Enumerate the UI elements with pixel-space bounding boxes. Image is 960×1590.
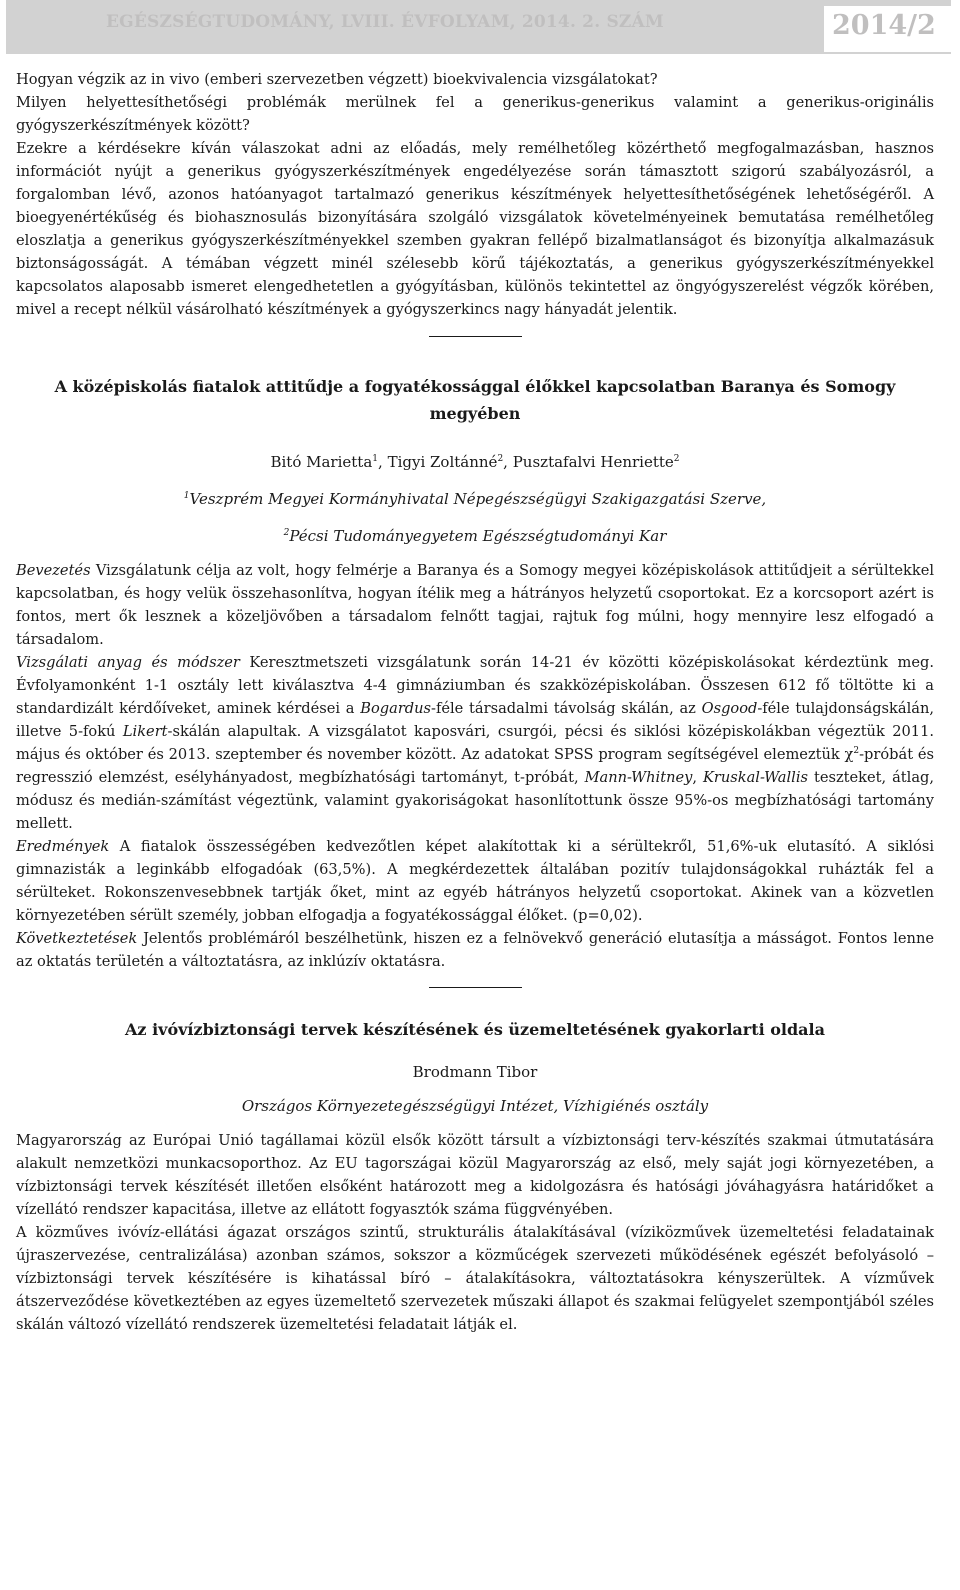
label-methods: Vizsgálati anyag és módszer xyxy=(16,654,240,671)
section-separator xyxy=(429,987,522,988)
author-name: Pusztafalvi Henriette xyxy=(512,453,674,471)
section2-author: Brodmann Tibor xyxy=(412,1063,538,1081)
label-conclusions: Következtetések xyxy=(16,930,138,947)
abstract-introduction xyxy=(16,559,934,651)
section1-affiliation-2 xyxy=(16,525,934,548)
journal-title: EGÉSZSÉGTUDOMÁNY, LVIII. ÉVFOLYAM, 2014. 2. SZÁM xyxy=(106,12,664,32)
term-mann-whitney: Mann-Whitney xyxy=(584,769,693,786)
section2-affiliation: Országos Környezetegészségügyi Intézet, Vízhigiénés osztály xyxy=(241,1097,709,1115)
label-results: Eredmények xyxy=(16,838,110,855)
methods-text: -próbát és regresszió elemzést, esélyhányadost, megbízhatósági tartományt, t-próbát, xyxy=(16,746,934,786)
section1-affiliation-1 xyxy=(16,488,934,511)
affil-text: Pécsi Tudományegyetem Egészségtudományi Kar xyxy=(289,527,667,545)
methods-text: , xyxy=(692,769,703,786)
section2-paragraph-1: Magyarország az Európai Unió tagállamai közül elsők között társult a vízbiztonsági terv-készítés szakmai útmutatására alakult nemzetközi munkacsoporthoz. Az EU tagországai közül Magyarország az első, mely saját jogi környezetében, a vízbiztonsági tervek készítését illetően elsőként határozott meg a kidolgozásra és hatósági jóváhagyásra határidőket a vízellátó rendszer kapacitása, illetve az ellátott fogyasztók száma függvényében. xyxy=(16,1132,934,1218)
section1-title: A középiskolás fiatalok attitűdje a fogyatékossággal élőkkel kapcsolatban Baranya és Somogy megyében xyxy=(54,377,896,423)
affil-mark: 1 xyxy=(183,491,190,501)
affil-mark: 2 xyxy=(283,528,290,538)
intro-paragraph: Ezekre a kérdésekre kíván válaszokat adni az előadás, mely remélhetőleg közérthető megfogalmazásban, hasznos információt nyújt a generikus gyógyszerkészítmények engedélyezése során támasztott szigorú szabályozásról, a forgalomban lévő, azonos hatóanyagot tartalmazó generikus készítmények helyettesíthetőségének lehetőségéről. A bioegyenértékűség és biohasznosulás bizonyítására szolgáló vizsgálatok követelményeinek bemutatása remélhetőleg eloszlatja a generikus gyógyszerkészítményekkel szemben gyakran fellépő bizalmatlanságot és bizonyítja alkalmazásuk biztonságosságát. A témában végzett minél szélesebb körű tájékoztatás, a generikus gyógyszerkészítményekkel kapcsolatos alaposabb ismeret elengedhetetlen a gyógyításban, különös tekintettel az öngyógyszerelést végzők körében, mivel a recept nélkül vásárolható készítmények a gyógyszerkincs nagy hányadát jelentik. xyxy=(16,140,934,318)
author-name: Tigyi Zoltánné xyxy=(387,453,498,471)
term-kruskal-wallis: Kruskal-Wallis xyxy=(702,769,809,786)
results-text: A fiatalok összességében kedvezőtlen képet alakítottak ki a sérültekről, 51,6%-uk elutasító. A siklósi gimnazisták a leginkább elfogadóak (63,5%). A megkérdezettek általában pozitív tulajdonságokkal ruházták fel a sérülteket. Rokonszenvesebbnek tartják őket, mint az egyéb hátrányos helyzetű csoportokat. Akinek van a közvetlen környezetében sérült személy, jobban elfogadja a fogyatékossággal élőket. (p=0,02). xyxy=(16,838,934,924)
abstract-conclusions xyxy=(16,927,934,973)
abstract-methods xyxy=(16,651,934,835)
affil-text: Veszprém Megyei Kormányhivatal Népegészségügyi Szakigazgatási Szerve, xyxy=(189,490,767,508)
chi-square-exponent: 2 xyxy=(853,746,860,757)
author-name: Bitó Marietta xyxy=(270,453,373,471)
section1-authors: Bitó Marietta$^1$, Tigyi Zoltánné$^2$, Pusztafalvi Henriette$^2$ xyxy=(270,453,680,471)
term-likert: Likert xyxy=(122,723,168,740)
abstract-results xyxy=(16,835,934,927)
author-affil-mark: 2 xyxy=(497,454,504,464)
methods-text: Keresztmetszeti vizsgálatunk során 14-21 év közötti középiskolásokat kérdeztünk meg. Évfolyamonként 1-1 osztály lett kiválasztva 4-4 gimnáziumban és szakközépiskolában. Összesen 612 fő töltötte ki a standardizált kérdőíveket, aminek kérdései a xyxy=(16,654,934,717)
issue-number: 2014/2 xyxy=(832,10,936,41)
label-introduction: Bevezetés xyxy=(16,562,91,579)
section2-title: Az ivóvízbiztonsági tervek készítésének és üzemeltetésének gyakorlarti oldala xyxy=(125,1020,825,1039)
intro-question-2: Milyen helyettesíthetőségi problémák merülnek fel a generikus-generikus valamint a generikus-originális gyógyszerkészítmények között? xyxy=(16,94,934,134)
author-affil-mark: 1 xyxy=(372,454,379,464)
term-osgood: Osgood xyxy=(701,700,758,717)
section2-paragraph-2: A közműves ivóvíz-ellátási ágazat országos szintű, strukturális átalakításával (víziközművek üzemeltetési feladatainak újraszervezése, centralizálása) azonban számos, sokszor a közműcégek szervezeti működésének egészét befolyásoló – vízbiztonsági tervek készítésére is kihatással bíró – átalakításokra, változtatásokra kényszerültek. A vízművek átszerveződése következtében az egyes üzemeltető szervezetek műszaki állapot és szakmai felügyelet szempontjából széles skálán változó vízellátó rendszerek üzemeltetési feladatait látják el. xyxy=(16,1224,934,1333)
conclusions-text: Jelentős problémáról beszélhetünk, hiszen ez a felnövekvő generáció elutasítja a másságot. Fontos lenne az oktatás területén a változtatásra, az inklúzív oktatásra. xyxy=(16,930,934,970)
methods-text: -féle tulajdonságskálán, illetve 5-fokú xyxy=(16,700,935,740)
author-affil-mark: 2 xyxy=(673,454,680,464)
page-content xyxy=(16,68,934,1336)
intro-question-1: Hogyan végzik az in vivo (emberi szervezetben végzett) bioekvivalencia vizsgálatokat? xyxy=(16,71,658,88)
methods-text: -skálán alapultak. A vizsgálatot kaposvári, csurgói, pécsi és siklósi középiskolákban végeztük 2011. május és október és 2013. szeptember és november között. Az adatokat SPSS program segítségével elemeztük χ xyxy=(16,723,934,763)
methods-text: teszteket, átlag, módusz és medián-számítást végeztünk, valamint gyakoriságokat hasonlítottunk össze 95%-os megbízhatósági tartomány mellett. xyxy=(16,769,935,832)
term-bogardus: Bogardus xyxy=(360,700,432,717)
introduction-text: Vizsgálatunk célja az volt, hogy felmérje a Baranya és a Somogy megyei középiskolások attitűdjeit a sérültekkel kapcsolatban, és hogy velük összehasonlítva, hogyan ítélik meg a hátrányos helyzetű csoportokat. Ez a korcsoport azért is fontos, mert ők lesznek a közeljövőben a társadalom felnőtt tagjai, rajtuk fog múlni, hogy mennyire lesz elfogadó a társadalom. xyxy=(16,562,934,648)
page-header xyxy=(6,0,951,54)
methods-text: -féle társadalmi távolság skálán, az xyxy=(431,700,702,717)
section-separator xyxy=(429,336,522,337)
